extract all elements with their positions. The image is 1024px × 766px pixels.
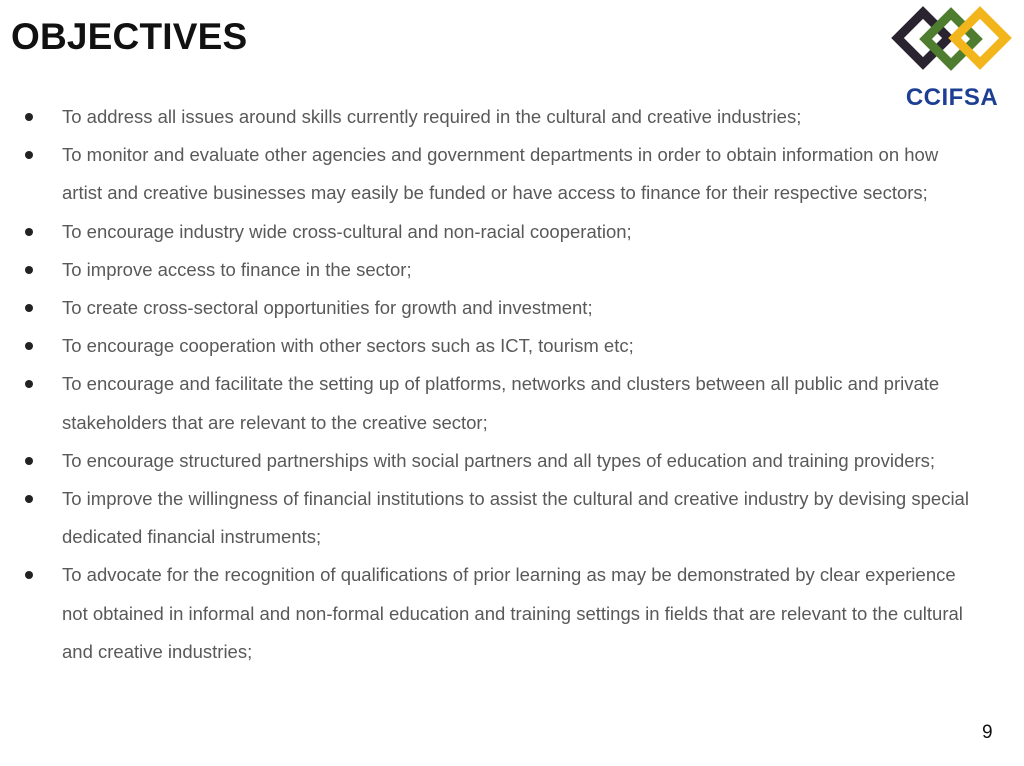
objective-item (0, 480, 1000, 556)
bullet-icon (25, 266, 33, 274)
objective-text: To monitor and evaluate other agencies and government departments in order to obtain information on how artist and creative businesses may easily be funded or have access to finance for their respective sectors; (62, 144, 939, 204)
objective-text: To address all issues around skills currently required in the cultural and creative industries; (62, 106, 802, 127)
objective-text: To improve the willingness of financial institutions to assist the cultural and creative industry by devising special dedicated financial instruments; (62, 488, 969, 548)
objective-text: To create cross-sectoral opportunities for growth and investment; (62, 297, 593, 319)
bullet-icon (25, 304, 33, 312)
slide-title: OBJECTIVES (11, 16, 248, 57)
objective-text: To advocate for the recognition of qualifications of prior learning as may be demonstrated by clear experience not obtained in informal and non-formal education and training settings in fields that are relevant to the cultural and creative industries; (62, 564, 963, 662)
objective-item (0, 289, 1000, 327)
objective-text: To encourage cooperation with other sectors such as ICT, tourism etc; (62, 335, 634, 357)
objective-item (0, 365, 1000, 441)
ccifsa-logo (888, 2, 1016, 112)
objective-item (0, 556, 1000, 671)
page-number: 9 (982, 722, 993, 743)
objective-item (0, 213, 1000, 251)
objective-item (0, 136, 1000, 212)
bullet-icon (25, 342, 33, 350)
logo-wordmark: CCIFSA (905, 84, 999, 111)
bullet-icon (25, 495, 33, 503)
objective-text: To encourage industry wide cross-cultural and non-racial cooperation; (62, 220, 632, 242)
objectives-list (0, 98, 1000, 671)
objective-item (0, 251, 1000, 289)
objective-text: To improve access to finance in the sector; (62, 258, 412, 280)
objective-text: To encourage structured partnerships with social partners and all types of education and training providers; (62, 449, 936, 471)
diamonds-logo-icon (888, 2, 1016, 86)
bullet-icon (25, 151, 33, 159)
bullet-icon (25, 457, 33, 465)
bullet-icon (25, 380, 33, 388)
bullet-icon (25, 228, 33, 236)
objective-item (0, 327, 1000, 365)
objective-item (0, 442, 1000, 480)
bullet-icon (25, 113, 33, 121)
objective-item (0, 98, 1000, 136)
bullet-icon (25, 571, 33, 579)
objective-text: To encourage and facilitate the setting up of platforms, networks and clusters between all public and private stakeholders that are relevant to the creative sector; (62, 373, 940, 433)
